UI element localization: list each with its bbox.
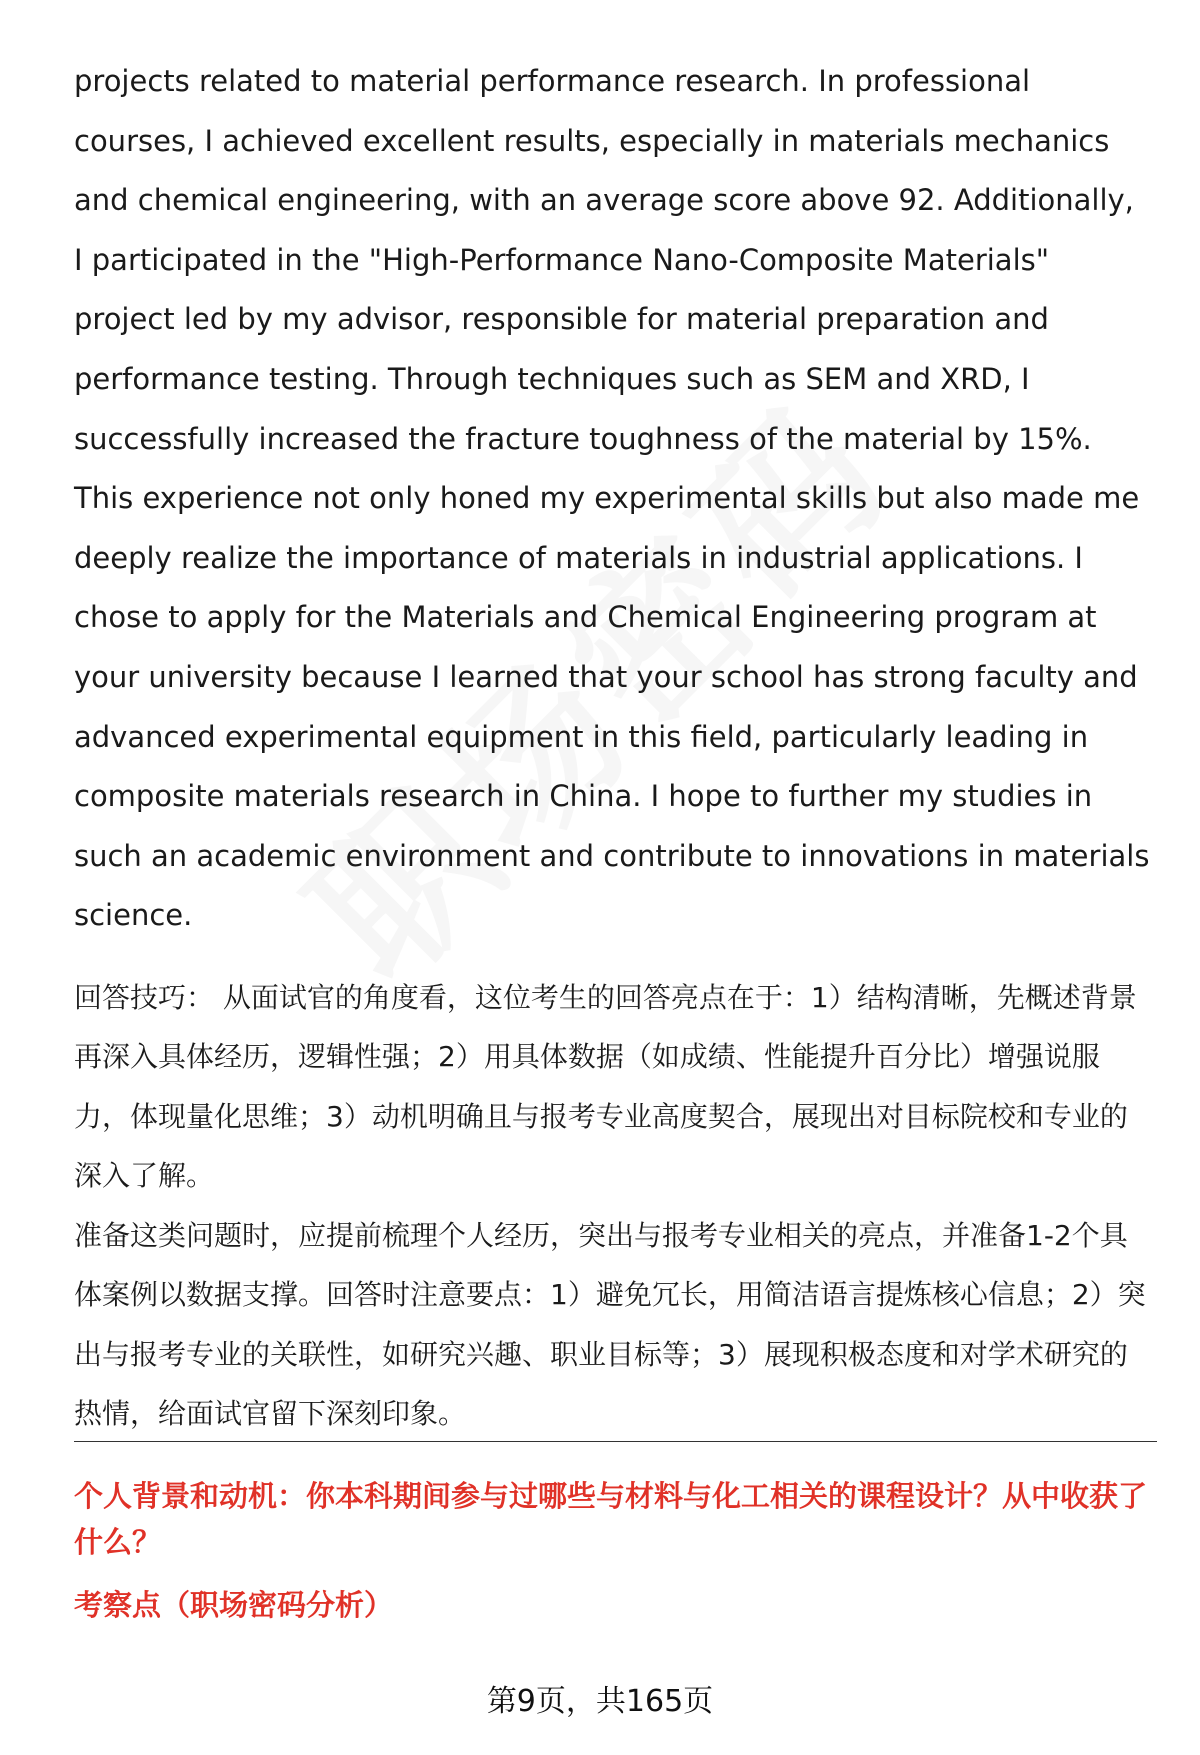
content-area xyxy=(74,52,1150,1444)
tips-paragraph-2: 准备这类问题时，应提前梳理个人经历，突出与报考专业相关的亮点，并准备1-2个具体案例以数据支撑。回答时注意要点：1）避免冗长，用简洁语言提炼核心信息；2）突出与报考专业的关联性，如研究兴趣、职业目标等；3）展现积极态度和对学术研究的热情，给面试官留下深刻印象。 xyxy=(74,1218,1146,1431)
answer-tips-section xyxy=(74,968,1150,1444)
section-divider xyxy=(74,1441,1157,1442)
english-answer-paragraph: projects related to material performance research. In professional courses, I achieved excellent results, especially in materials mechanics and chemical engineering, with an average score above 92. Additionally, I participated in the "High-Performance Nano-Composite Materials" project led by my advisor, responsible for material preparation and performance testing. Through techniques such as SEM and XRD, I successfully increased the fracture toughness of the material by 15%. This experience not only honed my experimental skills but also made me deeply realize the importance of materials in industrial applications. I chose to apply for the Materials and Chemical Engineering program at your university because I learned that your school has strong faculty and advanced experimental equipment in this field, particularly leading in composite materials research in China. I hope to further my studies in such an academic environment and contribute to innovations in materials science. xyxy=(74,64,1150,933)
assessment-points-heading: 考察点（职场密码分析） xyxy=(74,1588,394,1622)
page-number-footer: 第9页，共165页 xyxy=(486,1684,714,1719)
tips-paragraph-1: 回答技巧： 从面试官的角度看，这位考生的回答亮点在于：1）结构清晰，先概述背景再深入具体经历，逻辑性强；2）用具体数据（如成绩、性能提升百分比）增强说服力，体现量化思维；3）动机明确且与报考专业高度契合，展现出对目标院校和专业的深入了解。 xyxy=(74,980,1137,1193)
question-heading: 个人背景和动机：你本科期间参与过哪些与材料与化工相关的课程设计？从中收获了什么？ xyxy=(74,1479,1148,1559)
